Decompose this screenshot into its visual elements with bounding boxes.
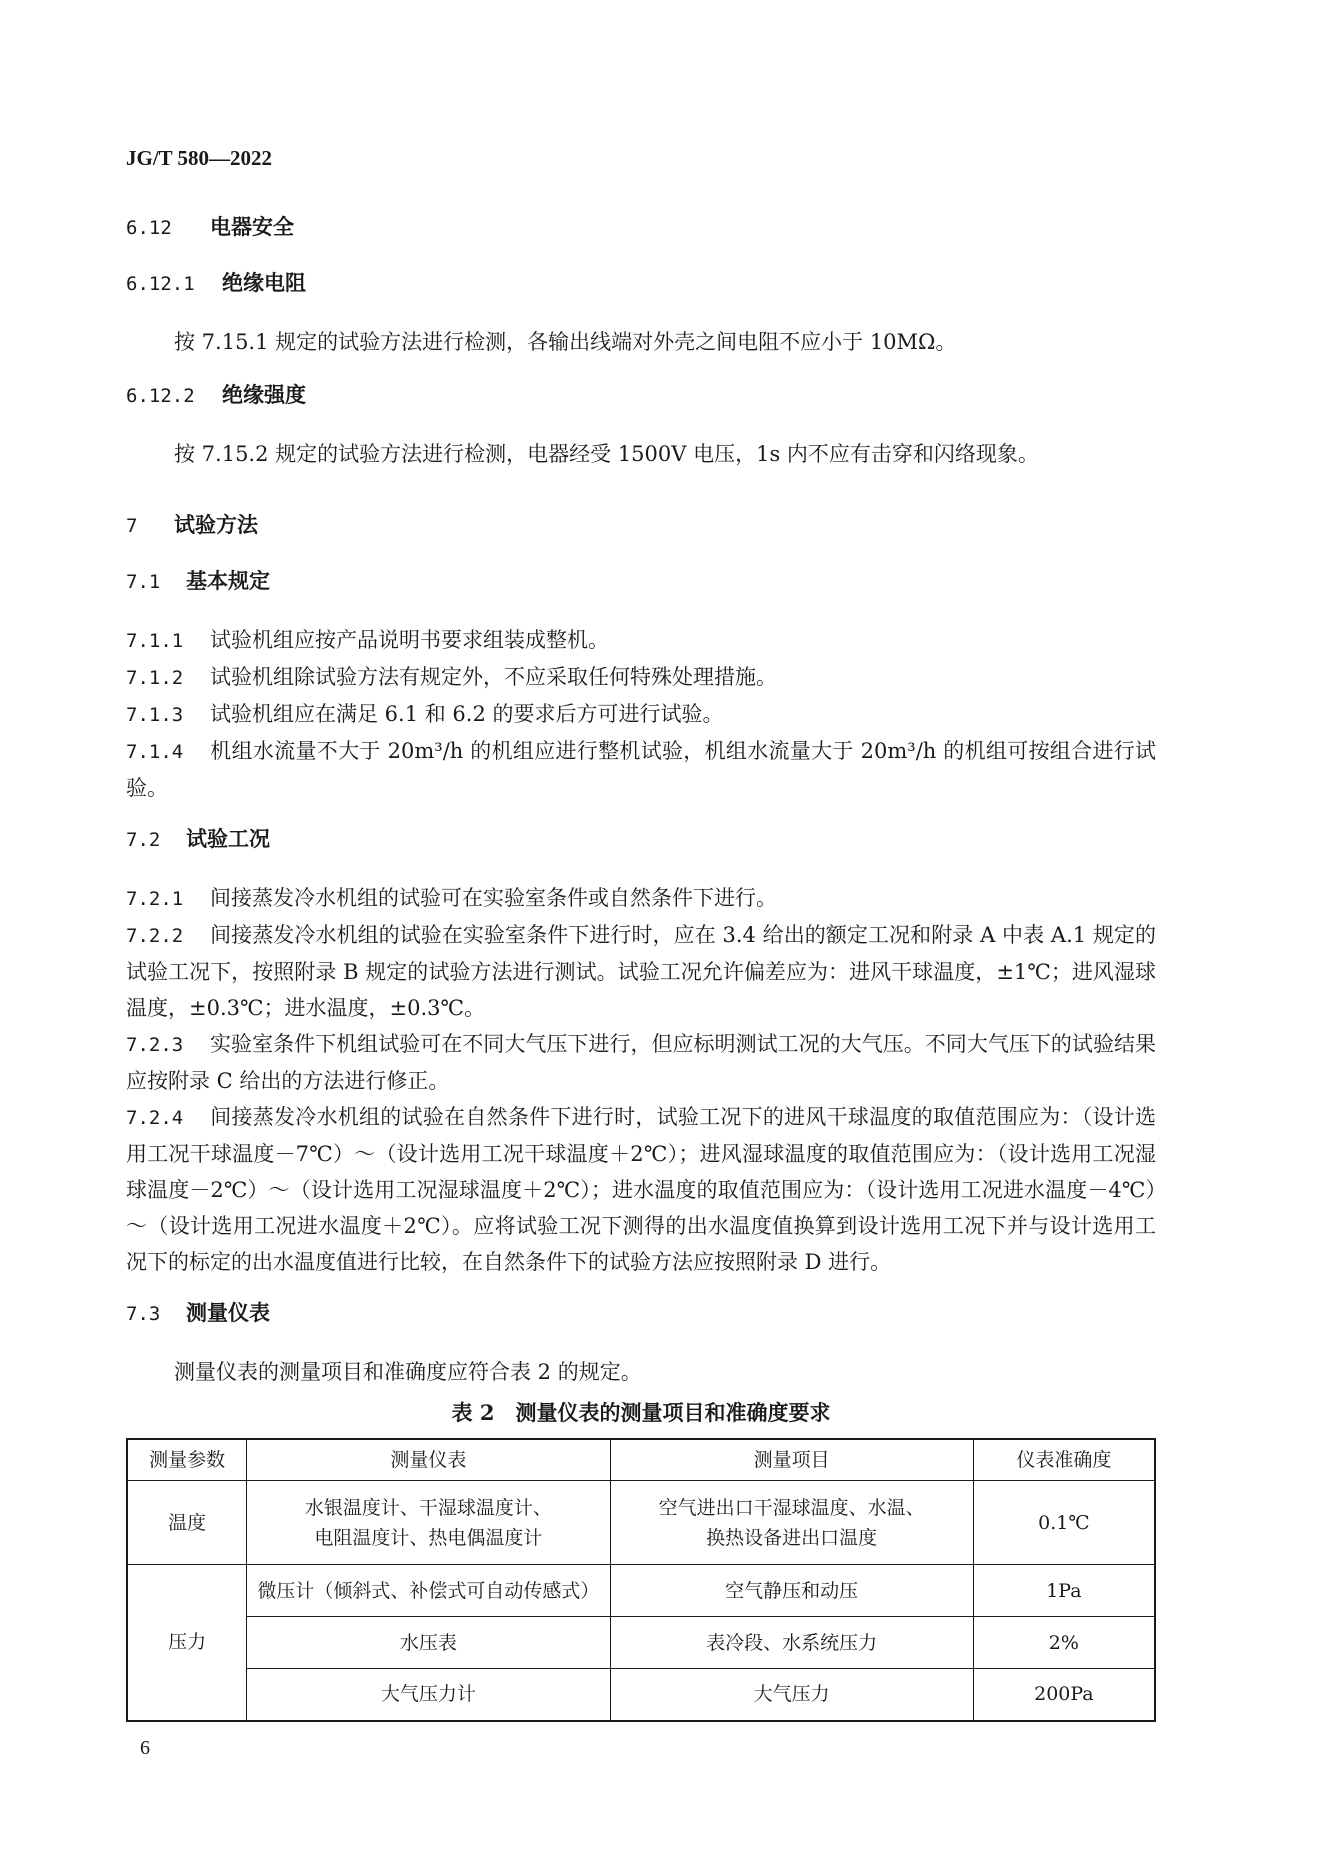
clause-number: 7.2.1 (126, 888, 184, 910)
clause-text: 试验机组应在满足 6.1 和 6.2 的要求后方可进行试验。 (210, 702, 724, 726)
page-number: 6 (140, 1737, 150, 1759)
heading-number: 7.2 (126, 829, 161, 851)
clause-text: 间接蒸发冷水机组的试验在自然条件下进行时，试验工况下的进风干球温度的取值范围应为：（设计选用工况干球温度－7℃）～（设计选用工况干球温度＋2℃）；进风湿球温度的取值范围应为：（设计选用工况湿球温度－2℃）～（设计选用工况湿球温度＋2℃）；进水温度的取值范围应为：（设计选用工况进水温度－4℃）～（设计选用工况进水温度＋2℃）。应将试验工况下测得的出水温度值换算到设计选用工况下并与设计选用工况下的标定的出水温度值进行比较，在自然条件下的试验方法应按照附录 D 进行。 (126, 1105, 1156, 1274)
cell-line: 空气进出口干湿球温度、水温、 (658, 1496, 925, 1519)
clause-number: 7.1.1 (126, 630, 184, 652)
clause-text: 实验室条件下机组试验可在不同大气压下进行，但应标明测试工况的大气压。不同大气压下的试验结果应按附录 C 给出的方法进行修正。 (126, 1032, 1156, 1093)
param-cell: 压力 (127, 1565, 247, 1721)
heading-title: 试验工况 (186, 826, 270, 851)
clause-text: 试验机组除试验方法有规定外，不应采取任何特殊处理措施。 (210, 665, 777, 689)
item-cell (610, 1481, 973, 1565)
heading-7-1 (126, 566, 1156, 622)
heading-6-12-1 (126, 268, 1156, 324)
clause-7-1-4 (126, 733, 1156, 806)
accuracy-cell: 0.1℃ (973, 1481, 1155, 1565)
clause-7-2-4 (126, 1099, 1156, 1280)
column-header: 测量参数 (127, 1439, 247, 1481)
heading-number: 7.3 (126, 1303, 161, 1325)
instrument-cell: 水压表 (247, 1617, 610, 1669)
heading-6-12-2 (126, 380, 1156, 436)
heading-7 (126, 510, 1156, 566)
instrument-cell (247, 1481, 610, 1565)
heading-title: 基本规定 (186, 568, 270, 593)
heading-title: 试验方法 (174, 512, 258, 537)
heading-7-2 (126, 824, 1156, 880)
heading-number: 7 (126, 515, 138, 537)
heading-7-3 (126, 1298, 1156, 1354)
heading-number: 6.12.1 (126, 273, 195, 295)
page-content (126, 212, 1156, 1722)
heading-title: 电器安全 (210, 214, 294, 239)
instrument-cell: 微压计（倾斜式、补偿式可自动传感式） (247, 1565, 610, 1617)
heading-title: 绝缘电阻 (222, 270, 306, 295)
accuracy-cell: 1Pa (973, 1565, 1155, 1617)
clause-number: 7.2.4 (126, 1107, 184, 1129)
item-cell: 表冷段、水系统压力 (610, 1617, 973, 1669)
clause-number: 7.2.3 (126, 1034, 184, 1056)
clause-number: 7.1.2 (126, 667, 184, 689)
clause-text: 间接蒸发冷水机组的试验可在实验室条件或自然条件下进行。 (210, 886, 777, 910)
table-row (127, 1617, 1155, 1669)
paragraph-6-12-1: 按 7.15.1 规定的试验方法进行检测，各输出线端对外壳之间电阻不应小于 10MΩ。 (174, 330, 957, 354)
heading-number: 6.12 (126, 217, 172, 239)
standard-code: JG/T 580—2022 (126, 146, 273, 170)
item-cell: 大气压力 (610, 1669, 973, 1721)
table-caption: 表 2 测量仪表的测量项目和准确度要求 (451, 1400, 831, 1425)
heading-number: 7.1 (126, 571, 161, 593)
heading-number: 6.12.2 (126, 385, 195, 407)
clause-number: 7.1.4 (126, 741, 184, 763)
column-header: 测量项目 (610, 1439, 973, 1481)
table-header-row (127, 1439, 1155, 1481)
clause-7-1-1 (126, 622, 1156, 659)
measurement-instruments-table (126, 1438, 1156, 1722)
clause-7-2-3 (126, 1026, 1156, 1099)
heading-title: 绝缘强度 (222, 382, 306, 407)
cell-line: 换热设备进出口温度 (706, 1526, 878, 1549)
table-row (127, 1669, 1155, 1721)
table-row (127, 1565, 1155, 1617)
clause-7-2-2 (126, 917, 1156, 1026)
accuracy-cell: 200Pa (973, 1669, 1155, 1721)
accuracy-cell: 2% (973, 1617, 1155, 1669)
clause-text: 间接蒸发冷水机组的试验在实验室条件下进行时，应在 3.4 给出的额定工况和附录 A 中表 A.1 规定的试验工况下，按照附录 B 规定的试验方法进行测试。试验工况允许偏差应为：进风干球温度，±1℃；进风湿球温度，±0.3℃；进水温度，±0.3℃。 (126, 923, 1156, 1020)
heading-title: 测量仪表 (186, 1300, 270, 1325)
table-row (127, 1481, 1155, 1565)
paragraph-6-12-2: 按 7.15.2 规定的试验方法进行检测，电器经受 1500V 电压，1s 内不应有击穿和闪络现象。 (174, 442, 1039, 466)
clause-7-1-3 (126, 696, 1156, 733)
heading-6-12 (126, 212, 1156, 268)
instrument-cell: 大气压力计 (247, 1669, 610, 1721)
clause-text: 试验机组应按产品说明书要求组装成整机。 (210, 628, 609, 652)
clause-7-1-2 (126, 659, 1156, 696)
clause-text: 机组水流量不大于 20m³/h 的机组应进行整机试验，机组水流量大于 20m³/h 的机组可按组合进行试验。 (126, 739, 1156, 800)
column-header: 仪表准确度 (973, 1439, 1155, 1481)
clause-7-2-1 (126, 880, 1156, 917)
clause-number: 7.1.3 (126, 704, 184, 726)
param-cell: 温度 (127, 1481, 247, 1565)
item-cell: 空气静压和动压 (610, 1565, 973, 1617)
cell-line: 电阻温度计、热电偶温度计 (314, 1526, 543, 1549)
cell-line: 水银温度计、干湿球温度计、 (304, 1496, 552, 1519)
column-header: 测量仪表 (247, 1439, 610, 1481)
clause-number: 7.2.2 (126, 925, 184, 947)
paragraph-7-3: 测量仪表的测量项目和准确度应符合表 2 的规定。 (174, 1360, 642, 1384)
